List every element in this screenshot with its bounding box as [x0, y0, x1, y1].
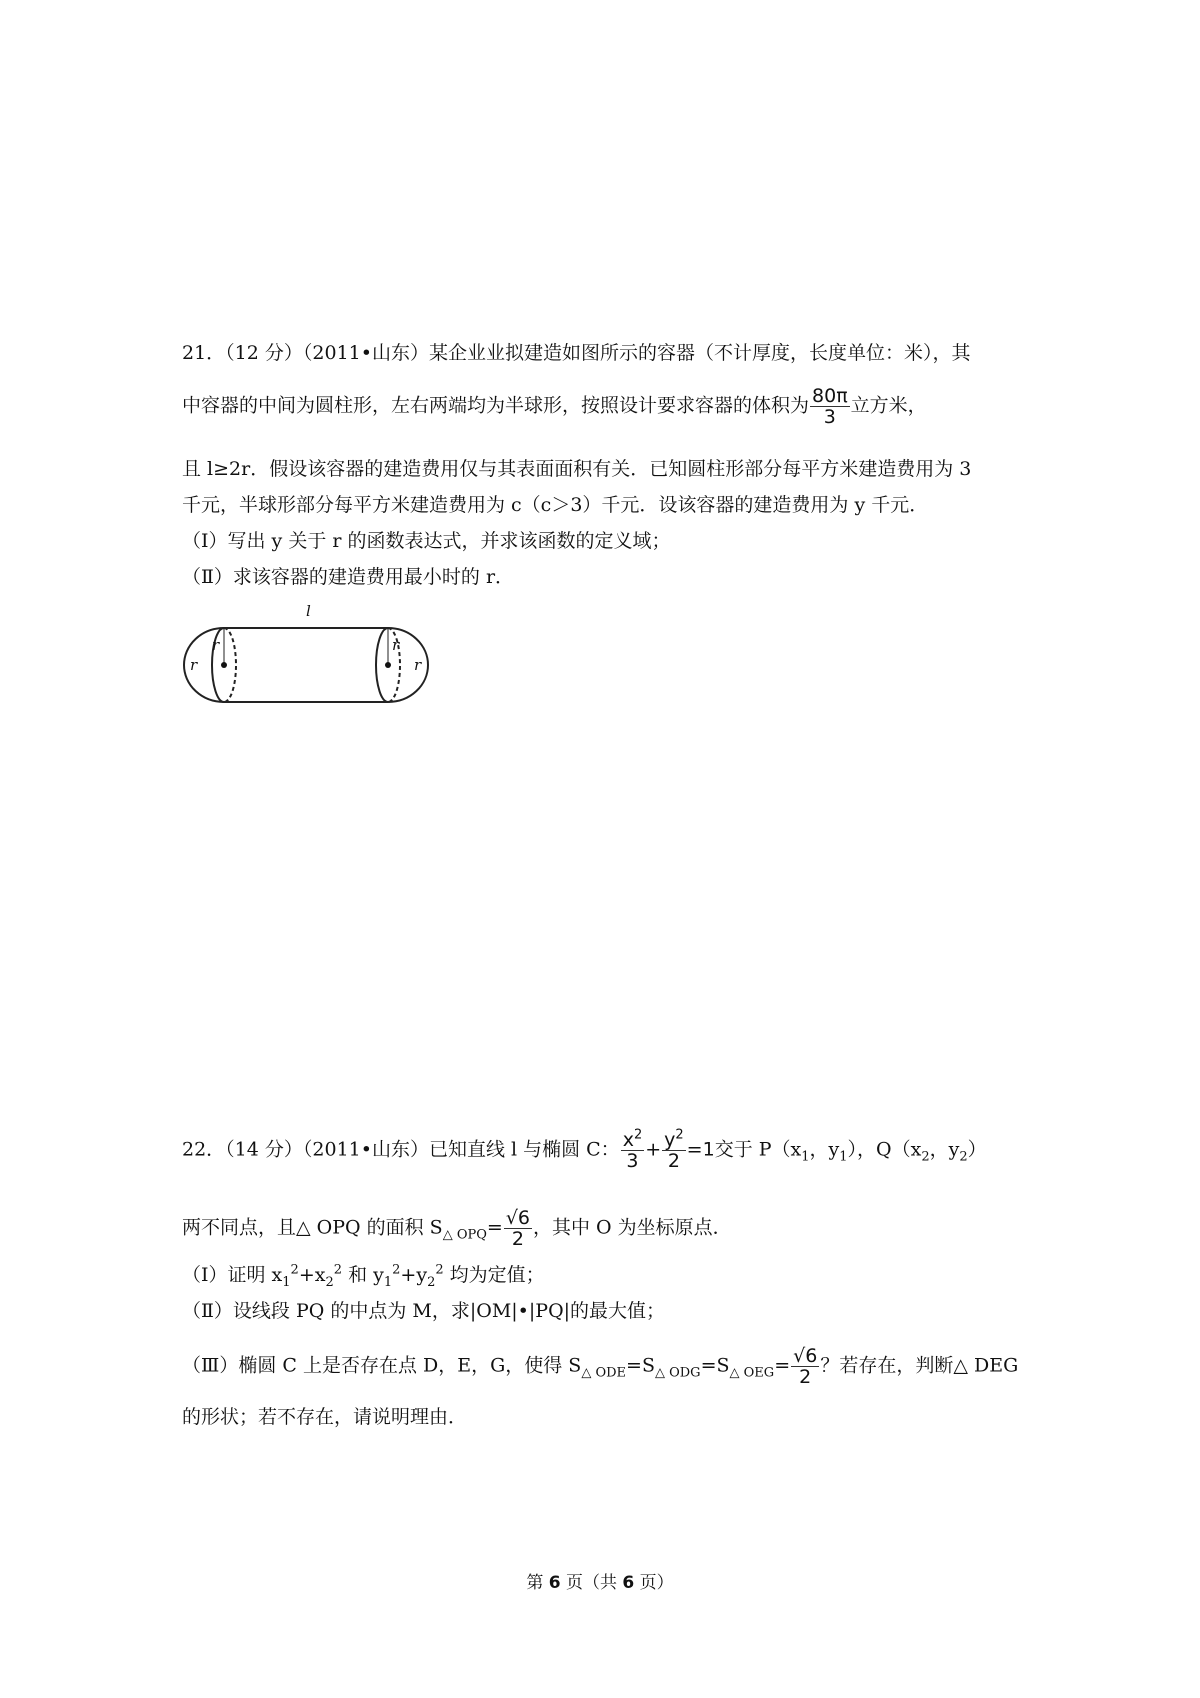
- q21-line2-text: 中容器的中间为圆柱形，左右两端均为半球形，按照设计要求容器的体积为: [182, 394, 810, 417]
- footer-post: 页）: [634, 1573, 674, 1593]
- page-number: 6: [548, 1573, 561, 1593]
- plus-sign: +: [645, 1138, 662, 1161]
- sub-2b: 2: [959, 1149, 968, 1165]
- left-center-dot: [221, 662, 227, 668]
- p3-pre: （Ⅲ）椭圆 C 上是否存在点 D，E，G，使得 S: [182, 1354, 582, 1377]
- x-den: 3: [626, 1150, 639, 1172]
- p1-and-y: 和 y: [342, 1264, 384, 1286]
- q21-part2: （Ⅱ）求该容器的建造费用最小时的 r．: [182, 566, 515, 588]
- radius-label-left-outer: r: [190, 656, 198, 674]
- q22-line2-text: 两不同点，且△ OPQ 的面积 S: [182, 1216, 443, 1239]
- eq-s1: =S: [626, 1354, 655, 1377]
- volume-denominator: 3: [823, 406, 836, 428]
- container-figure: [182, 598, 452, 710]
- close-q: ），Q（x: [847, 1138, 922, 1161]
- q21-line2: [182, 386, 927, 427]
- p1-sup1: 2: [290, 1262, 299, 1278]
- p1-sub4: 2: [427, 1274, 436, 1290]
- q22-part1: [182, 1262, 545, 1288]
- q22-line1: [182, 1127, 987, 1172]
- q22-part3: [182, 1346, 1018, 1387]
- radius-label-right-inner: r: [392, 636, 400, 654]
- y-fraction: [662, 1127, 686, 1172]
- radius-label-left-inner: r: [212, 636, 220, 654]
- eq-s2: =S: [700, 1354, 730, 1377]
- page-total: 6: [622, 1573, 635, 1593]
- sub-opq: △ OPQ: [442, 1227, 487, 1243]
- sqrt6: √6: [505, 1207, 531, 1229]
- equals-sign: =: [486, 1216, 503, 1239]
- y-var: y: [664, 1129, 676, 1151]
- x-var: x: [622, 1129, 634, 1151]
- sub-1a: 1: [801, 1149, 810, 1165]
- den2: 2: [511, 1228, 524, 1250]
- p1-sup2: 2: [333, 1262, 343, 1278]
- length-label: l: [306, 602, 311, 620]
- p3-sqrt6: √6: [793, 1345, 818, 1367]
- p1-sub3: 1: [383, 1274, 393, 1290]
- eq-sign-p3: =: [774, 1354, 791, 1377]
- x-fraction: [621, 1127, 645, 1172]
- p3-post: ？若存在，判断△ DEG: [820, 1354, 1019, 1377]
- right-center-dot: [385, 662, 391, 668]
- q22-last-line: 的形状；若不存在，请说明理由．: [182, 1406, 468, 1428]
- q22-line2-end: ，其中 O 为坐标原点．: [533, 1216, 732, 1239]
- y-den: 2: [667, 1150, 680, 1172]
- volume-numerator: 80π: [812, 385, 848, 407]
- area-fraction: [504, 1208, 532, 1249]
- volume-fraction: [810, 386, 850, 427]
- q21-line1: 21．（12 分）（2011•山东）某企业业拟建造如图所示的容器（不计厚度，长度单位：米），其: [182, 342, 971, 364]
- page-footer: [0, 1568, 1200, 1593]
- sub-2a: 2: [921, 1149, 930, 1165]
- sub-odg: △ ODG: [654, 1365, 701, 1381]
- equals-one: =1: [686, 1138, 715, 1161]
- p1-plus-y: +y: [400, 1264, 428, 1286]
- p1-sub2: 2: [325, 1274, 334, 1290]
- p1-sup3: 2: [392, 1262, 401, 1278]
- q21-line2-end: 立方米，: [850, 394, 927, 417]
- p3-den2: 2: [799, 1366, 812, 1388]
- p1-sub1: 1: [282, 1274, 291, 1290]
- x-exp: 2: [633, 1127, 643, 1143]
- q22-line2: [182, 1208, 732, 1249]
- comma-y2: ，y: [929, 1138, 960, 1161]
- q21-line3: 且 l≥2r．假设该容器的建造费用仅与其表面面积有关．已知圆柱形部分每平方米建造费用为 3: [182, 458, 972, 480]
- q22-line1-text: 22．（14 分）（2011•山东）已知直线 l 与椭圆 C：: [182, 1138, 620, 1161]
- q21-line4: 千元，半球形部分每平方米建造费用为 c（c＞3）千元．设该容器的建造费用为 y 千元．: [182, 494, 929, 516]
- q21-part1: （Ⅰ）写出 y 关于 r 的函数表达式，并求该函数的定义域；: [182, 530, 671, 552]
- p1-plus-x: +x: [298, 1264, 326, 1286]
- y-exp: 2: [675, 1127, 684, 1143]
- footer-pre: 第: [526, 1573, 549, 1593]
- sub-oeg: △ OEG: [729, 1365, 775, 1381]
- q22-part2: （Ⅱ）设线段 PQ 的中点为 M，求|OM|•|PQ|的最大值；: [182, 1300, 666, 1322]
- sub-ode: △ ODE: [581, 1365, 627, 1381]
- footer-mid: 页（共: [560, 1573, 623, 1593]
- radius-label-right-outer: r: [414, 656, 422, 674]
- p1-sup4: 2: [435, 1262, 444, 1278]
- q22-line1-mid: 交于 P（x: [714, 1138, 802, 1161]
- sub-1b: 1: [839, 1149, 848, 1165]
- close-paren: ）: [967, 1138, 987, 1161]
- p1-pre: （Ⅰ）证明 x: [182, 1264, 283, 1286]
- p1-post: 均为定值；: [443, 1264, 545, 1286]
- comma-y1: ，y: [809, 1138, 840, 1161]
- p3-fraction: [791, 1346, 819, 1387]
